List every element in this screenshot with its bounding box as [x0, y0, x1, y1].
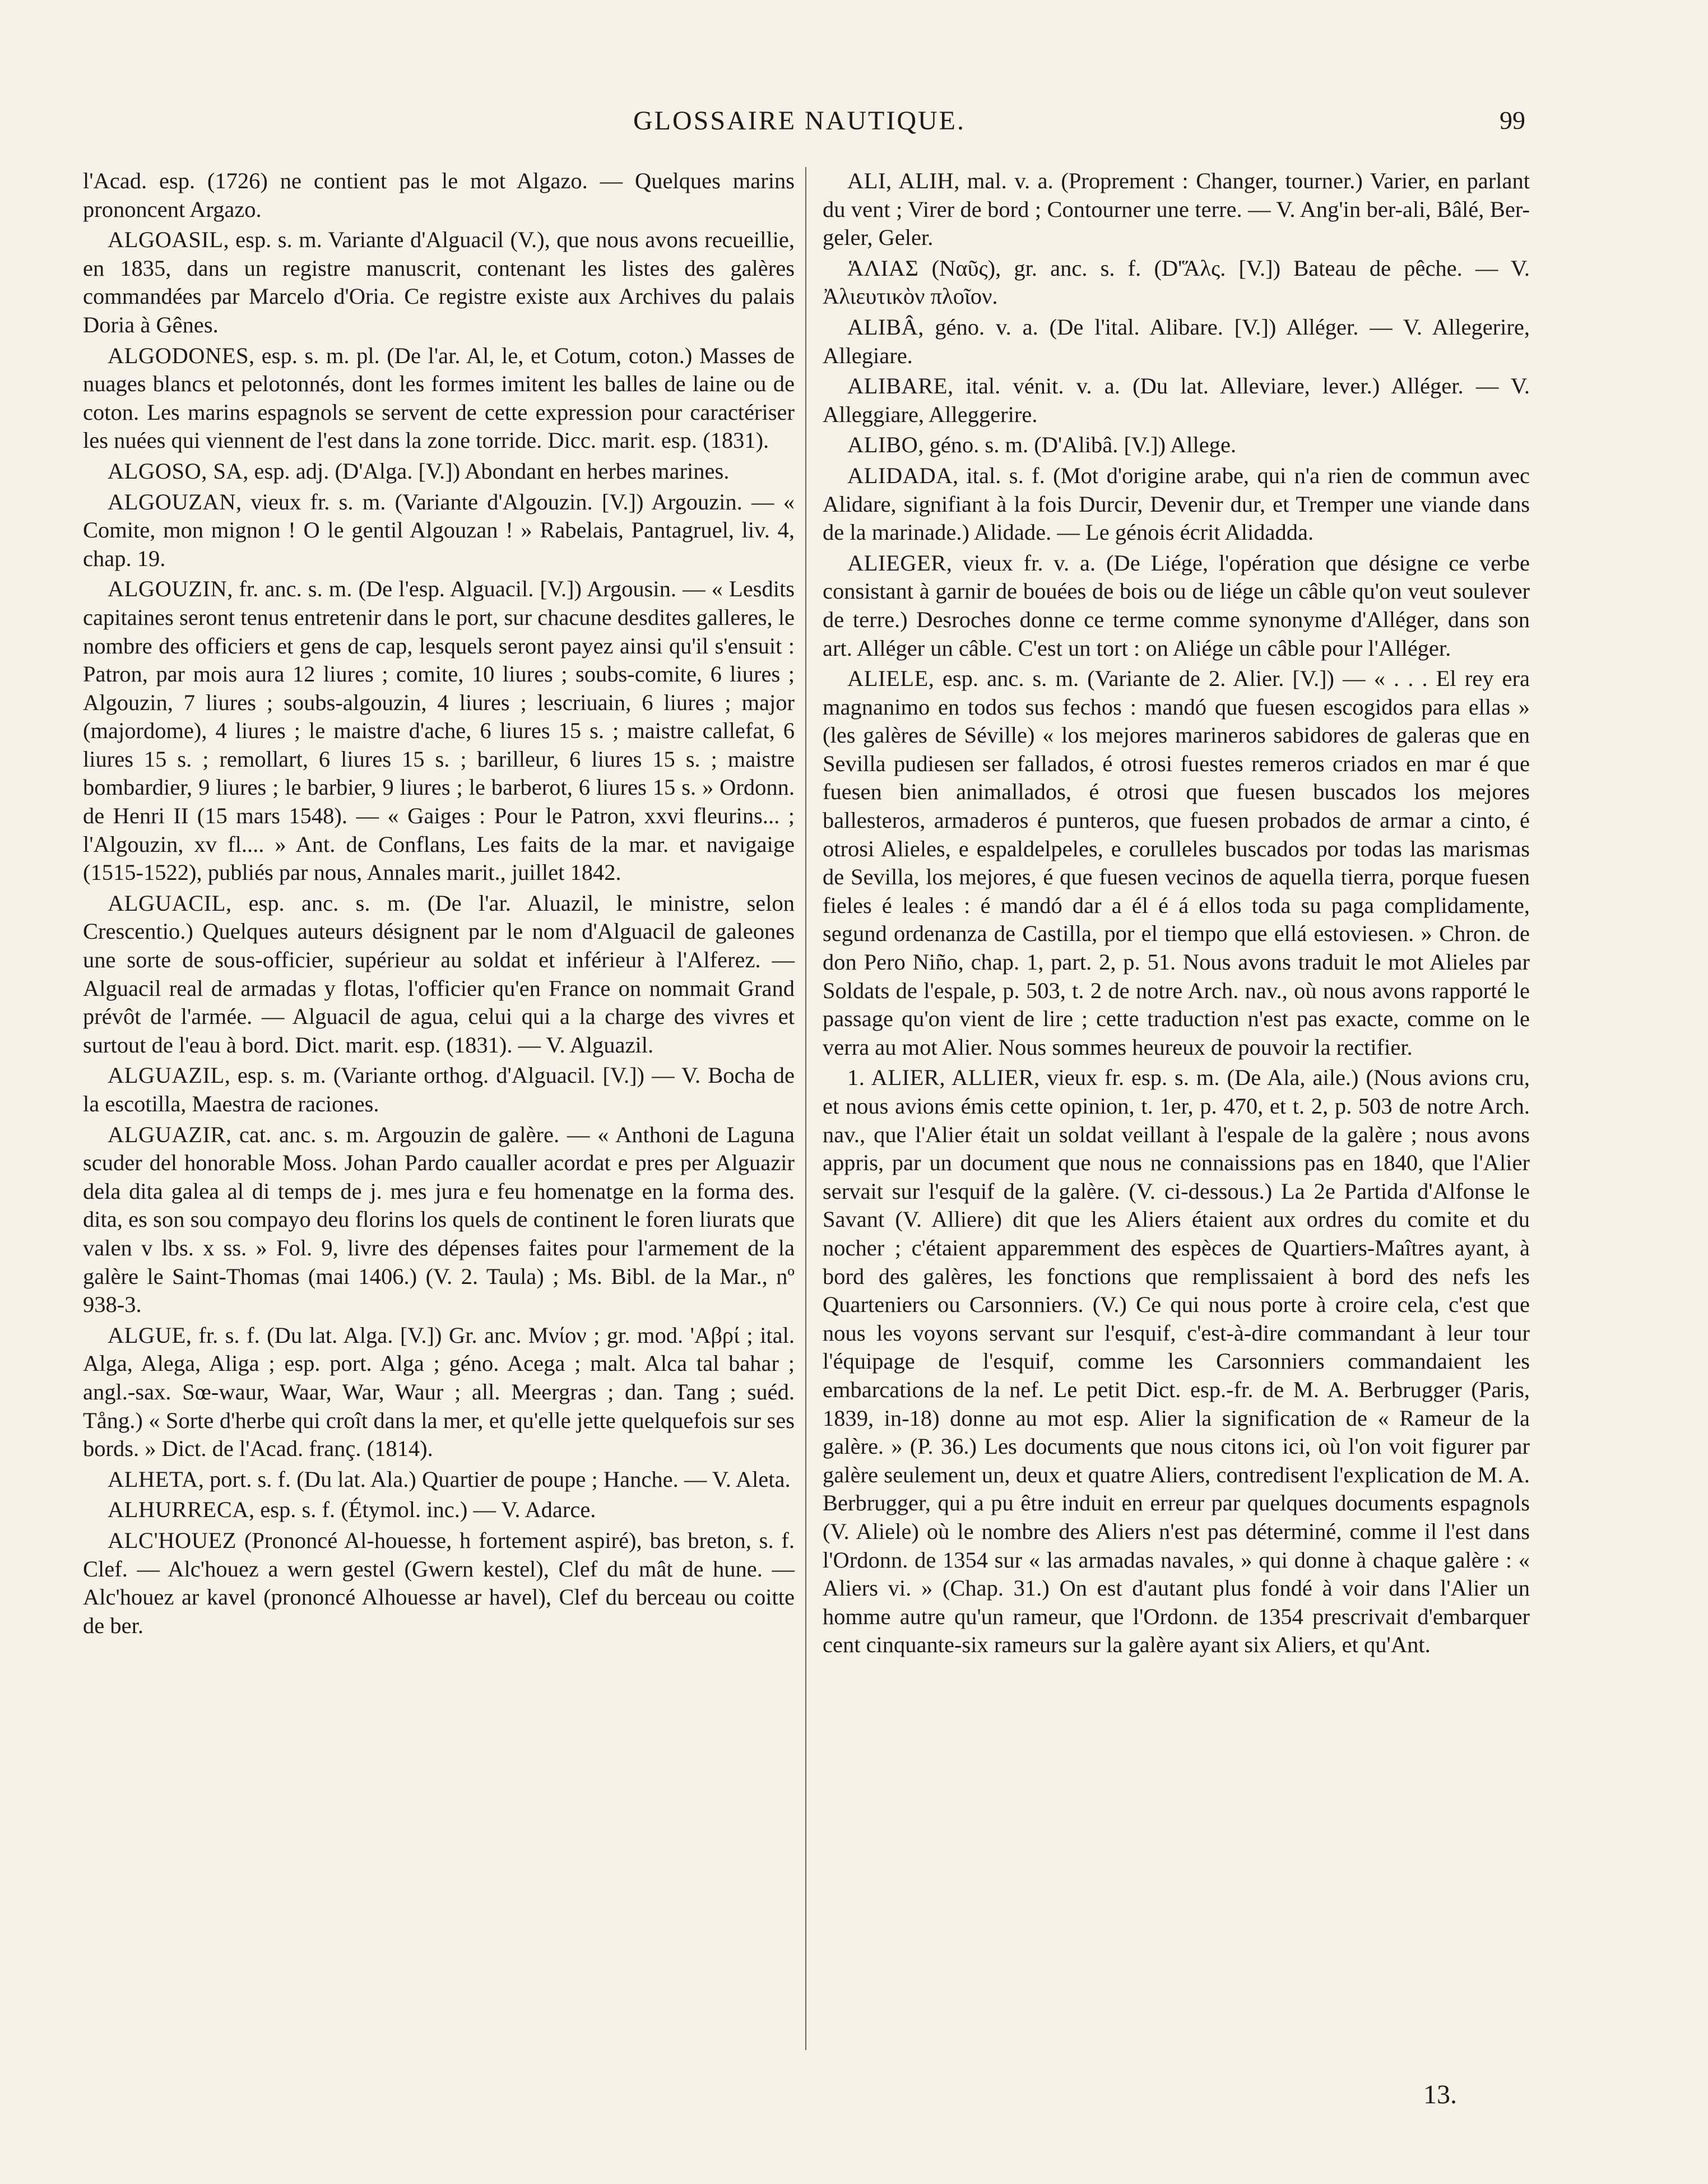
headword: ALC'HOUEZ	[108, 1527, 237, 1553]
definition: , vieux fr. esp. s. m. (De Ala, aile.) (Nous avions cru, et nous avions émis cette opinion, t. 1er, p. 470, et t. 2, p. 503 de notre Arch. nav., que l'Alier était un soldat veillant à l'espale de la galère ; nous avons appris, par un document que nous ne connaissions pas en 1840, que l'Alier servait sur l'esquif de la galère. (V. ci-dessous.) La 2e Partida d'Alfonse le Savant (V. Alliere) dit que les Aliers étaient aux ordres du comite et du nocher ; c'étaient apparemment des espèces de Quartiers-Maîtres ayant, à bord des galères, les fonctions que remplissaient à bord des nefs les Quarteniers ou Carsonniers. (V.) Ce qui nous porte à croire cela, c'est que nous les voyons servant sur l'esquif, c'est-à-dire commandant à leur tour l'équipage de l'esquif, comme les Carsonniers commandaient les embarcations de la nef. Le petit Dict. esp.-fr. de M. A. Berbrugger (Paris, 1839, in-18) donne au mot esp. Alier la signification de « Rameur de la galère. » (P. 36.) Les documents que nous citons ici, où l'on voit figurer par galère seulement un, deux et quatre Aliers, contredisent l'explication de M. A. Berbrugger, qui a pu être induit en erreur par quelques documents espagnols (V. Aliele) où le nombre des Aliers n'est pas déterminé, comme il l'est dans l'Ordonn. de 1354 sur « las armadas navales, » qui donne à chaque galère : « Aliers vi. » (Chap. 31.) On est d'autant plus fondé à voir dans l'Alier un homme autre qu'un rameur, que l'Ordonn. de 1354 prescrivait d'embarquer cent cinquante-six rameurs sur la galère ayant six Aliers, et qu'Ant.	[823, 1065, 1530, 1658]
glossary-entry	[823, 254, 1530, 311]
definition: , esp. s. m. pl. (De l'ar. Al, le, et Cotum, coton.) Masses de nuages blancs et pelotonnés, dont les formes imitent les balles de laine ou de coton. Les marins espagnols se servent de cette expression pour caractériser les nuées qui viennent de l'est dans la zone torride. Dicc. marit. esp. (1831).	[83, 342, 795, 453]
definition: l'Acad. esp. (1726) ne contient pas le mot Algazo. — Quelques marins prononcent Argazo.	[83, 168, 795, 222]
headword: ALIELE	[847, 666, 929, 692]
glossary-entry	[83, 457, 795, 486]
glossary-entry	[823, 431, 1530, 460]
glossary-entry	[83, 889, 795, 1060]
glossary-entry	[83, 1496, 795, 1524]
headword: ALGUE	[108, 1322, 186, 1348]
definition: , esp. s. m. (Variante orthog. d'Alguacil. [V.]) — V. Bocha de la escotilla, Maestra de raciones.	[83, 1063, 795, 1116]
definition: , esp. s. m. Variante d'Alguacil (V.), que nous avons recueillie, en 1835, dans un registre manuscrit, contenant les listes des galères commandées par Marcelo d'Oria. Ce registre existe aux Archives du palais Doria à Gênes.	[83, 227, 795, 337]
glossary-entry	[823, 549, 1530, 662]
right-column	[823, 167, 1530, 1662]
definition: , vieux fr. v. a. (De Liége, l'opération que désigne ce verbe consistant à garnir de bouées de bois ou de liége un câble qu'on veut soulever de terre.) Desroches donne ce terme comme synonyme d'Alléger, dans son art. Alléger un câble. C'est un tort : on Aliége un câble pour l'Alléger.	[823, 550, 1530, 661]
glossary-entry	[823, 372, 1530, 429]
definition: (Ναῦς), gr. anc. s. f. (D'Ἅλς. [V.]) Bateau de pêche. — V. Ἀλιευτικὸν πλοῖον.	[823, 255, 1530, 309]
definition: , esp. adj. (D'Alga. [V.]) Abondant en herbes marines.	[243, 458, 730, 484]
headword: ALGOASIL	[108, 227, 224, 253]
headword: ALGOSO, SA	[108, 458, 243, 484]
headword: ALIBÂ	[847, 314, 918, 340]
glossary-entry	[83, 1121, 795, 1319]
definition: , fr. anc. s. m. (De l'esp. Alguacil. [V.]) Argousin. — « Lesdits capitaines seront tenus entretenir dans le port, sur chacune desdites galleres, le nombre des officiers et gens de cap, lesquels seront payez ainsi qu'il s'ensuit : Patron, par mois aura 12 liures ; comite, 10 liures ; soubs-comite, 6 liures ; Algouzin, 7 liures ; soubs-algouzin, 4 liures ; lescriuain, 6 liures ; major (majordome), 4 liures ; le maistre d'ache, 6 liures 15 s. ; maistre callefat, 6 liures 15 s. ; remollart, 6 liures 15 s. ; barilleur, 6 liures 15 s. ; maistre bombardier, 9 liures ; le barbier, 9 liures ; le barberot, 6 liures 15 s. » Ordonn. de Henri II (15 mars 1548). — « Gaiges : Pour le Patron, xxvi fleurins... ; l'Algouzin, xv fl.... » Ant. de Conflans, Les faits de la mar. et navigaige (1515-1522), publiés par nous, Annales marit., juillet 1842.	[83, 576, 795, 885]
running-title: GLOSSAIRE NAUTIQUE.	[633, 106, 966, 136]
headword: ALGUAZIR	[108, 1121, 226, 1147]
headword: 1. ALIER, ALLIER	[847, 1065, 1034, 1091]
glossary-entry	[823, 167, 1530, 252]
definition: , esp. s. f. (Étymol. inc.) — V. Adarce.	[249, 1497, 596, 1523]
running-head	[0, 105, 1708, 145]
headword: ALHETA	[108, 1466, 198, 1492]
definition: , fr. s. f. (Du lat. Alga. [V.]) Gr. anc. Μνίον ; gr. mod. 'Αβρί ; ital. Alga, Alega, Aliga ; esp. port. Alga ; géno. Acega ; malt. Alca tal bahar ; angl.-sax. Sœ-waur, Waar, War, Waur ; all. Meergras ; dan. Tang ; suéd. Tång.) « Sorte d'herbe qui croît dans la mer, et qu'elle jette quelquefois sur ses bords. » Dict. de l'Acad. franç. (1814).	[83, 1322, 795, 1462]
glossary-entry	[823, 313, 1530, 370]
definition: , esp. anc. s. m. (Variante de 2. Alier. [V.]) — « . . . El rey era magnanimo en todos sus fechos : mandó que fuesen escogidos para ellas » (les galères de Séville) « los mejores marineros sabidores de galeras que en Sevilla pudiesen ser fallados, é otrosi fuestes remeros criados en mar é que fuesen bien animallados, é otrosi que fuesen buscados los mejores ballesteros, armaderos é punteros, que fuesen probados de armar a cinto, é otrosi Alieles, e espaldelpeles, e corulleles buscados por todas las marismas de Sevilla, los mejores, é que fuesen vecinos de aquella tierra, porque fuesen fieles é leales : é mandó dar a él é á ellos toda su paga complidamente, segund ordenanza de Castilla, por el tiempo que ellá estoviesen. » Chron. de don Pero Niño, chap. 1, part. 2, p. 51. Nous avons traduit le mot Alieles par Soldats de l'espale, p. 503, t. 2 de notre Arch. nav., où nous avons rapporté le passage qu'on vient de lire ; cette traduction n'est pas exacte, comme on le verra au mot Alier. Nous sommes heureux de pouvoir la rectifier.	[823, 666, 1530, 1060]
glossary-entry	[83, 1466, 795, 1494]
headword: ALGOUZIN	[108, 576, 228, 602]
signature-mark: 13.	[1423, 2080, 1457, 2109]
definition: , géno. s. m. (D'Alibâ. [V.]) Allege.	[918, 432, 1237, 458]
glossary-entry	[83, 167, 795, 224]
glossary-entry	[83, 1061, 795, 1118]
left-column	[83, 167, 795, 1642]
glossary-entry	[83, 1527, 795, 1640]
definition: , ital. vénit. v. a. (Du lat. Alleviare, lever.) Alléger. — V. Alleggiare, Alleggerire.	[823, 373, 1530, 427]
headword: ALGUAZIL	[108, 1063, 225, 1088]
headword: ALIBO	[847, 432, 918, 458]
definition: , mal. v. a. (Proprement : Changer, tourner.) Varier, en parlant du vent ; Virer de bord ; Contourner une terre. — V. Ang'in ber-ali, Bâlé, Ber-geler, Geler.	[823, 168, 1530, 251]
definition: (Prononcé Al-houesse, h fortement aspiré), bas breton, s. f. Clef. — Alc'houez a wern gestel (Gwern kestel), Clef du mât de hune. — Alc'houez ar kavel (prononcé Alhouesse ar havel), Clef du berceau ou coitte de ber.	[83, 1527, 795, 1638]
headword: ALIDADA	[847, 462, 953, 488]
headword: ALGUACIL	[108, 890, 226, 916]
headword: ALIBARE	[847, 373, 948, 399]
headword: ALI, ALIH	[847, 168, 954, 193]
headword: ALIEGER	[847, 550, 946, 576]
definition: , port. s. f. (Du lat. Ala.) Quartier de poupe ; Hanche. — V. Aleta.	[198, 1466, 791, 1492]
glossary-entry	[823, 1064, 1530, 1659]
glossary-entry	[83, 1321, 795, 1463]
headword: ALHURRECA	[108, 1497, 249, 1523]
headword: ἉΛΙΑΣ	[847, 255, 919, 281]
glossary-entry	[83, 488, 795, 573]
glossary-entry	[83, 226, 795, 339]
page-number: 99	[1500, 106, 1525, 135]
headword: ALGOUZAN	[108, 489, 236, 514]
definition: , vieux fr. s. m. (Variante d'Algouzin. [V.]) Argouzin. — « Comite, mon mignon ! O le gentil Algouzan ! » Rabelais, Pantagruel, liv. 4, chap. 19.	[83, 489, 795, 571]
definition: , cat. anc. s. m. Argouzin de galère. — « Anthoni de Laguna scuder del honorable Moss. Johan Pardo caualler acordat e pres per Alguazir dela dita galea al di temps de j. mes jura e feu homenatge en la forma des. dita, es son sou compayo deu florins los quels de continent le foren liurats que valen v lbs. x ss. » Fol. 9, livre des dépenses faites pour l'armement de la galère le Saint-Thomas (mai 1406.) (V. 2. Taula) ; Ms. Bibl. de la Mar., nº 938-3.	[83, 1121, 795, 1318]
glossary-entry	[823, 462, 1530, 547]
glossary-entry	[83, 575, 795, 887]
glossary-entry	[83, 342, 795, 455]
headword: ALGODONES	[108, 342, 249, 368]
definition: , ital. s. f. (Mot d'origine arabe, qui n'a rien de commun avec Alidare, signifiant à la fois Durcir, Devenir dur, et Tremper une viande dans de la marinade.) Alidade. — Le génois écrit Alidadda.	[823, 462, 1530, 545]
column-divider	[805, 167, 806, 2050]
glossary-entry	[823, 665, 1530, 1061]
definition: , géno. v. a. (De l'ital. Alibare. [V.]) Alléger. — V. Allegerire, Allegiare.	[823, 314, 1530, 368]
definition: , esp. anc. s. m. (De l'ar. Aluazil, le ministre, selon Crescentio.) Quelques auteurs désignent par le nom d'Alguacil de galeones une sorte de sous-officier, supérieur au soldat et inférieur à l'Alferez. — Alguacil real de armadas y flotas, l'officier qu'en France on nommait Grand prévôt de l'armée. — Alguacil de agua, celui qui a la charge des vivres et surtout de l'eau à bord. Dict. marit. esp. (1831). — V. Alguazil.	[83, 890, 795, 1058]
